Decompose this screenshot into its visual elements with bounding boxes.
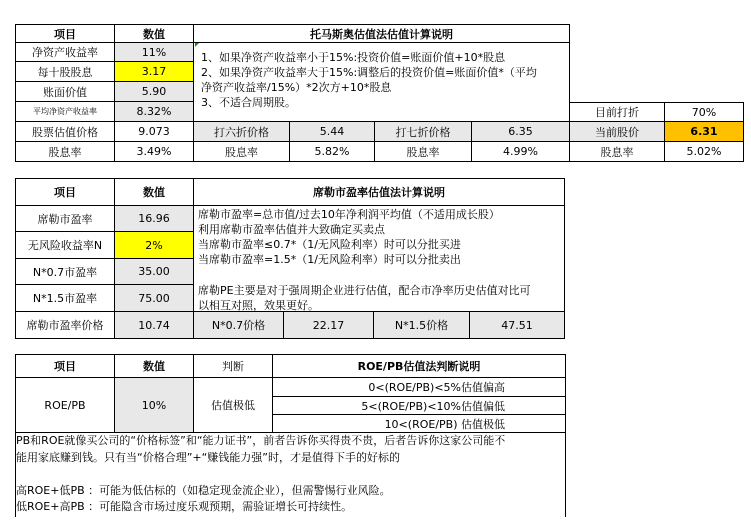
s1-yield-label: 股息率: [374, 141, 472, 162]
s2-note: 当席勒市盈率=1.5*（1/无风险利率）时可以分批卖出: [198, 253, 461, 266]
s1-price-label: 股票估值价格: [15, 121, 115, 142]
s3-note: 低ROE+高PB ：可能隐含市场过度乐观预期，需验证增长可持续性。: [16, 500, 353, 513]
s2-note: 席勒市盈率=总市值/过去10年净利润平均值（不适用成长股）: [198, 208, 500, 221]
s1-row-label: 平均净资产收益率: [15, 101, 115, 122]
s3-right-border: [565, 432, 566, 517]
s2-row-label: 席勒市盈率: [15, 205, 115, 232]
s1-row-value[interactable]: 5.90: [114, 81, 194, 102]
s1-d7-value: 6.35: [471, 121, 570, 142]
s1-notes-box: [193, 42, 570, 122]
s1-row-label: 净资产收益率: [15, 42, 115, 62]
s2-header-item: 项目: [15, 178, 115, 206]
s1-yield-label: 股息率: [15, 141, 115, 162]
s1-yield-label: 股息率: [569, 141, 665, 162]
s1-current-price-value[interactable]: 6.31: [664, 121, 744, 142]
s1-yield-value: 3.49%: [114, 141, 194, 162]
s3-header-value: 数值: [114, 354, 194, 378]
s1-note: 3、不适合周期股。: [201, 96, 296, 109]
s2-note: 以相互对照，效果更好。: [198, 299, 319, 312]
s2-row-label: 无风险收益率N: [15, 231, 115, 259]
s2-row-value[interactable]: 2%: [114, 231, 194, 259]
s2-row-value[interactable]: 35.00: [114, 258, 194, 285]
s1-price-value: 9.073: [114, 121, 194, 142]
s3-note: 高ROE+低PB ：可能为低估标的（如稳定现金流企业），但需警惕行业风险。: [16, 484, 391, 497]
s3-header-judge: 判断: [193, 354, 273, 378]
s1-d7-label: 打七折价格: [374, 121, 472, 142]
s2-n15-label: N*1.5价格: [373, 311, 470, 339]
s2-note: 利用席勒市盈率估值并大致确定买卖点: [198, 223, 385, 236]
s1-row-value[interactable]: 3.17: [114, 61, 194, 82]
s1-note: 1、如果净资产收益率小于15%:投资价值=账面价值+10*股息: [201, 51, 506, 64]
s2-note: 当席勒市盈率≤0.7*（1/无风险利率）时可以分批买进: [198, 238, 461, 251]
s3-rule: 10<(ROE/PB) 估值极低: [272, 414, 566, 433]
s1-note: 净资产收益率/15%）*2次方+10*股息: [201, 81, 392, 94]
s2-row-label: N*0.7市盈率: [15, 258, 115, 285]
s3-rule: 5<(ROE/PB)<10%估值偏低: [272, 396, 566, 415]
s1-header-item: 项目: [15, 24, 115, 43]
s1-discount-label: 目前打折: [569, 102, 665, 122]
s2-n07-label: N*0.7价格: [193, 311, 284, 339]
s2-row-label: N*1.5市盈率: [15, 284, 115, 312]
s2-n15-value: 47.51: [469, 311, 565, 339]
s2-n07-value: 22.17: [283, 311, 374, 339]
s1-d6-label: 打六折价格: [193, 121, 290, 142]
comment-marker-icon: [195, 43, 199, 47]
s3-rule: 0<(ROE/PB)<5%估值偏高: [272, 377, 566, 397]
s1-d6-value: 5.44: [289, 121, 375, 142]
s3-row-value[interactable]: 10%: [114, 377, 194, 433]
s1-current-price-label: 当前股价: [569, 121, 665, 142]
s3-row-judge: 估值极低: [193, 377, 273, 433]
s2-notes-box: [193, 205, 565, 312]
s2-header-value: 数值: [114, 178, 194, 206]
s1-yield-label: 股息率: [193, 141, 290, 162]
s2-row-value[interactable]: 75.00: [114, 284, 194, 312]
s3-note: PB和ROE就像买公司的“价格标签”和“能力证书”，前者告诉你买得贵不贵，后者告诉你这家公司能不: [16, 434, 506, 447]
s3-title: ROE/PB估值法判断说明: [272, 354, 566, 378]
s3-note: 能用家底赚到钱。只有当“价格合理”+“赚钱能力强”时，才是值得下手的好标的: [16, 451, 401, 464]
s2-note: 席勒PE主要是对于强周期企业进行估值，配合市净率历史估值对比可: [198, 284, 531, 297]
s3-row-label: ROE/PB: [15, 377, 115, 433]
s3-header-item: 项目: [15, 354, 115, 378]
s1-yield-value: 5.82%: [289, 141, 375, 162]
s1-row-value[interactable]: 8.32%: [114, 101, 194, 122]
s1-row-value[interactable]: 11%: [114, 42, 194, 62]
s1-note: 2、如果净资产收益率大于15%:调整后的投资价值=账面价值*（平均: [201, 66, 537, 79]
s1-title: 托马斯奥估值法估值计算说明: [193, 24, 570, 43]
s1-yield-value: 4.99%: [471, 141, 570, 162]
s1-row-label: 账面价值: [15, 81, 115, 102]
s1-header-value: 数值: [114, 24, 194, 43]
s2-row-value[interactable]: 16.96: [114, 205, 194, 232]
s1-discount-value[interactable]: 70%: [664, 102, 744, 122]
s2-price-value: 10.74: [114, 311, 194, 339]
s2-title: 席勒市盈率估值法计算说明: [193, 178, 565, 206]
s1-yield-value: 5.02%: [664, 141, 744, 162]
s1-row-label: 每十股股息: [15, 61, 115, 82]
s2-price-label: 席勒市盈率价格: [15, 311, 115, 339]
